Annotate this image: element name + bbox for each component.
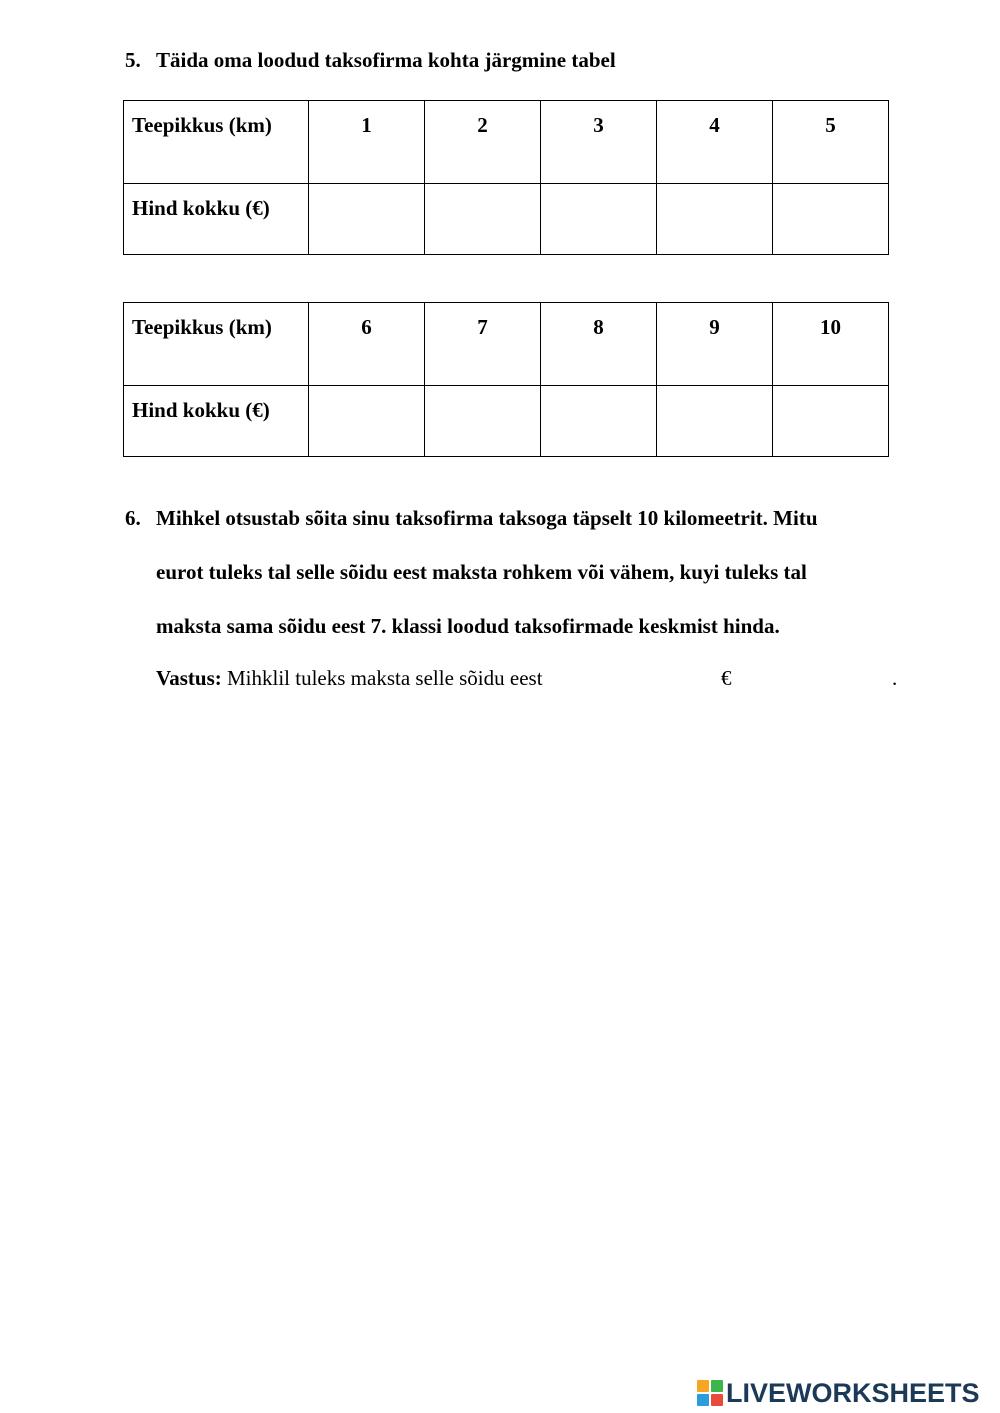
liveworksheets-logo-icon xyxy=(697,1380,723,1406)
question-5-title: Täida oma loodud taksofirma kohta järgmine tabel xyxy=(156,48,616,72)
distance-value-1: 1 xyxy=(309,101,425,184)
distance-row xyxy=(124,303,889,386)
distance-value-8: 8 xyxy=(541,303,657,386)
price-label: Hind kokku (€) xyxy=(124,184,309,255)
price-input-cell-8[interactable] xyxy=(541,386,657,457)
distance-value-7: 7 xyxy=(425,303,541,386)
price-input-cell-2[interactable] xyxy=(425,184,541,255)
logo-square-2 xyxy=(711,1380,723,1392)
price-input-cell-3[interactable] xyxy=(541,184,657,255)
euro-sign: € xyxy=(721,666,732,690)
price-input-cell-5[interactable] xyxy=(773,184,889,255)
distance-label: Teepikkus (km) xyxy=(124,303,309,386)
brand-text: LIVEWORKSHEETS xyxy=(726,1377,980,1408)
distance-value-9: 9 xyxy=(657,303,773,386)
answer-text: Mihklil tuleks maksta selle sõidu eest xyxy=(227,666,543,690)
liveworksheets-brand xyxy=(697,1376,980,1410)
answer-line xyxy=(156,666,543,691)
logo-square-3 xyxy=(697,1394,709,1406)
question-6-number: 6. xyxy=(125,506,141,530)
price-table-2 xyxy=(123,302,889,457)
question-6-line-3: maksta sama sõidu eest 7. klassi loodud taksofirmade keskmist hinda. xyxy=(156,614,780,638)
question-6-line-1 xyxy=(125,504,915,558)
question-6-text-1: Mihkel otsustab sõita sinu taksofirma taksoga täpselt 10 kilomeetrit. Mitu xyxy=(156,506,818,530)
price-input-cell-4[interactable] xyxy=(657,184,773,255)
price-row xyxy=(124,184,889,255)
price-input-cell-7[interactable] xyxy=(425,386,541,457)
price-input-cell-6[interactable] xyxy=(309,386,425,457)
answer-label: Vastus: xyxy=(156,666,222,690)
price-table-1 xyxy=(123,100,889,255)
distance-value-4: 4 xyxy=(657,101,773,184)
question-6 xyxy=(125,504,915,666)
logo-square-4 xyxy=(711,1394,723,1406)
distance-value-6: 6 xyxy=(309,303,425,386)
distance-value-10: 10 xyxy=(773,303,889,386)
distance-row xyxy=(124,101,889,184)
price-input-cell-1[interactable] xyxy=(309,184,425,255)
distance-value-2: 2 xyxy=(425,101,541,184)
answer-period: . xyxy=(892,666,898,690)
question-5-heading xyxy=(125,48,616,73)
question-5-number: 5. xyxy=(125,48,141,72)
question-6-line-2: eurot tuleks tal selle sõidu eest maksta rohkem või vähem, kuyi tuleks tal xyxy=(156,560,807,584)
distance-value-5: 5 xyxy=(773,101,889,184)
price-row xyxy=(124,386,889,457)
distance-value-3: 3 xyxy=(541,101,657,184)
price-input-cell-9[interactable] xyxy=(657,386,773,457)
logo-square-1 xyxy=(697,1380,709,1392)
distance-label: Teepikkus (km) xyxy=(124,101,309,184)
price-input-cell-10[interactable] xyxy=(773,386,889,457)
price-label: Hind kokku (€) xyxy=(124,386,309,457)
